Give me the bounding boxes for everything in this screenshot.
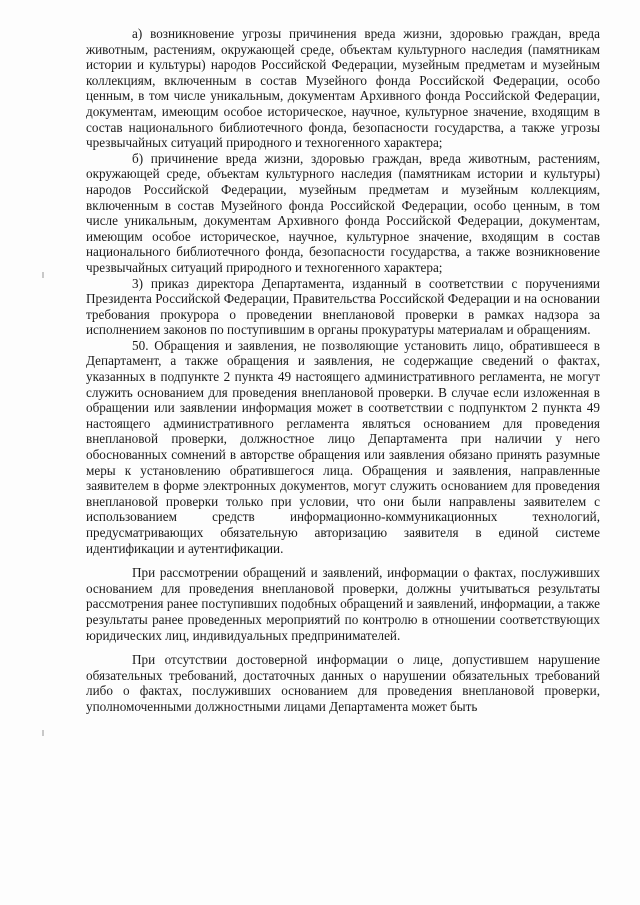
paragraph-gap [86, 643, 600, 652]
paragraph-consideration: При рассмотрении обращений и заявлений, информации о фактах, послуживших основанием для проведения внеплановой проверки, должны учитываться результаты рассмотрения ранее поступивших подобных обращений и заявлений, информации, а также результаты ранее проведенных мероприятий по контролю в отношении соответствующих юридических лиц, индивидуальных предпринимателей. [86, 565, 600, 643]
document-body [86, 26, 600, 715]
paragraph-gap [86, 556, 600, 565]
paragraph-a-threat: а) возникновение угрозы причинения вреда жизни, здоровью граждан, вреда животным, растениям, окружающей среде, объектам культурного наследия (памятникам истории и культуры) народов Российской Федерации, музейным предметам и музейным коллекциям, включенным в состав Музейного фонда Российской Федерации, особо ценным, в том числе уникальным, документам Архивного фонда Российской Федерации, документам, имеющим особое историческое, научное, культурное значение, входящим в состав национального библиотечного фонда, безопасности государства, а также угрозы чрезвычайных ситуаций природного и техногенного характера; [86, 26, 600, 151]
scan-margin-mark [42, 730, 44, 736]
paragraph-absence-info: При отсутствии достоверной информации о лице, допустившем нарушение обязательных требований, достаточных данных о нарушении обязательных требований либо о фактах, послуживших основанием для проведения внеплановой проверки, уполномоченными должностными лицами Департамента может быть [86, 652, 600, 714]
paragraph-3-director-order: 3) приказ директора Департамента, изданный в соответствии с поручениями Президента Российской Федерации, Правительства Российской Федерации и на основании требования прокурора о проведении внеплановой проверки в рамках надзора за исполнением законов по поступившим в органы прокуратуры материалам и обращениям. [86, 275, 600, 338]
paragraph-50-appeals: 50. Обращения и заявления, не позволяющие установить лицо, обратившееся в Департамент, а также обращения и заявления, не содержащие сведений о фактах, указанных в подпункте 2 пункта 49 настоящего административного регламента, не могут служить основанием для проведения внеплановой проверки. В случае если изложенная в обращении или заявлении информация может в соответствии с подпунктом 2 пункта 49 настоящего административного регламента являться основанием для проведения внеплановой проверки, должностное лицо Департамента при наличии у него обоснованных сомнений в авторстве обращения или заявления обязано принять разумные меры к установлению обратившегося лица. Обращения и заявления, направленные заявителем в форме электронных документов, могут служить основанием для проведения внеплановой проверки только при условии, что они были направлены заявителем с использованием средств информационно-коммуникационных технологий, предусматривающих обязательную авторизацию заявителя в единой системе идентификации и аутентификации. [86, 337, 600, 556]
scan-margin-mark [42, 272, 44, 278]
paragraph-b-harm: б) причинение вреда жизни, здоровью граждан, вреда животным, растениям, окружающей среде, объектам культурного наследия (памятникам истории и культуры) народов Российской Федерации, музейным предметам и музейным коллекциям, включенным в состав Музейного фонда Российской Федерации, особо ценным, в том числе уникальным, документам Архивного фонда Российской Федерации, документам, имеющим особое историческое, научное, культурное значение, входящим в состав национального библиотечного фонда, безопасности государства, а также возникновение чрезвычайных ситуаций природного и техногенного характера; [86, 150, 600, 275]
